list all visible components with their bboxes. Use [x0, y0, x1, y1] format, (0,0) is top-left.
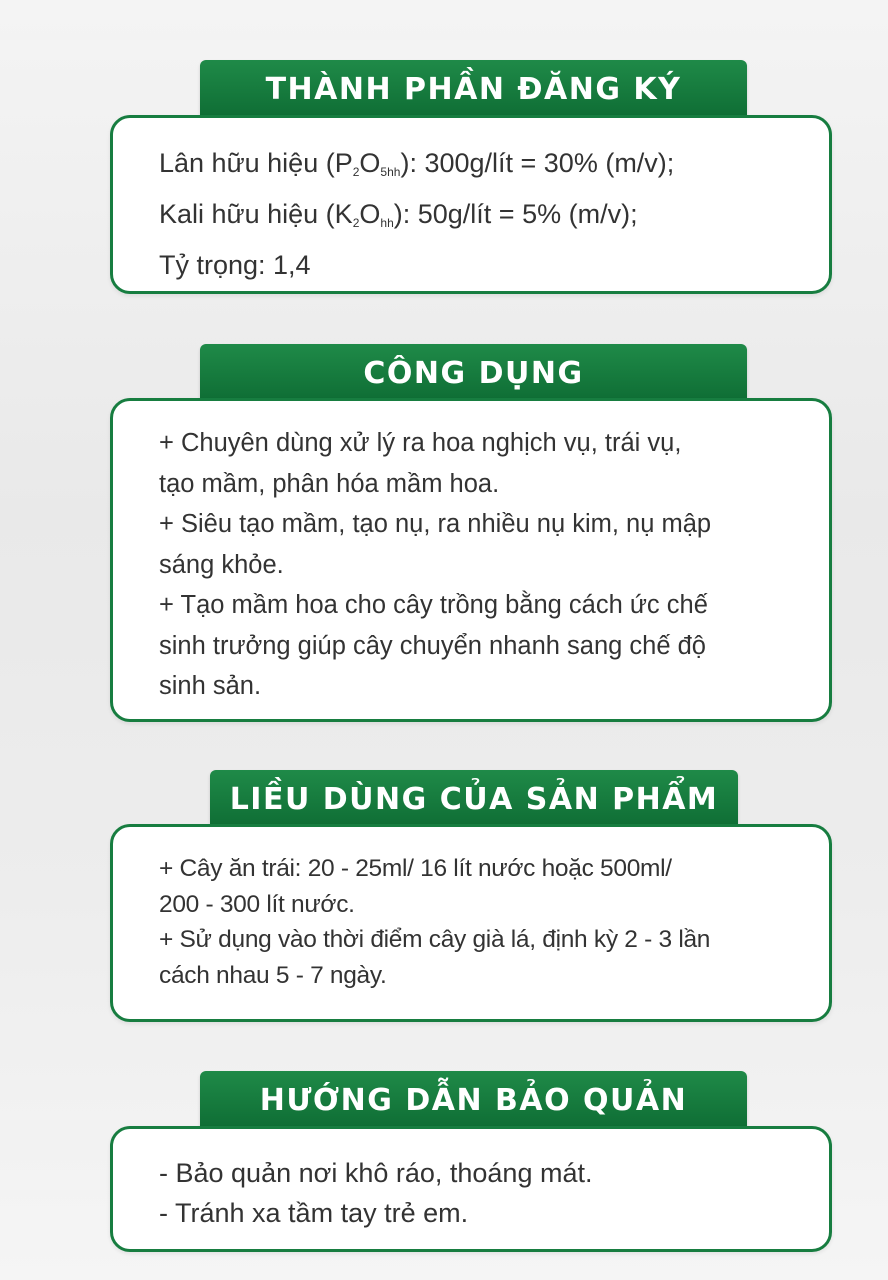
text-line: + Siêu tạo mầm, tạo nụ, ra nhiều nụ kim, nụ mập [159, 510, 712, 538]
uses-box [110, 398, 832, 722]
text-line: - Bảo quản nơi khô ráo, thoáng mát. [159, 1158, 593, 1188]
ingredient-line-phosphorus: Lân hữu hiệu $(P_2O_{5hh})$: 300g/lít = 30% (m/v); [159, 148, 675, 179]
text-line: tạo mầm, phân hóa mầm hoa. [159, 469, 500, 498]
text-line: + Tạo mầm hoa cho cây trồng bằng cách ức chế [159, 591, 708, 619]
text-line: - Tránh xa tầm tay trẻ em. [159, 1198, 469, 1228]
text-line: + Sử dụng vào thời điểm cây già lá, định kỳ 2 - 3 lần [159, 926, 711, 953]
text-line: 200 - 300 lít nước. [159, 890, 355, 918]
ingredient-line-density: Tỷ trọng: 1,4 [159, 250, 311, 280]
section-header: HƯỚNG DẪN BẢO QUẢN [200, 1071, 747, 1127]
storage-box [110, 1126, 832, 1252]
ingredients-box [110, 115, 832, 294]
section-header: CÔNG DỤNG [200, 344, 747, 400]
text-line: sinh sản. [159, 672, 262, 700]
text-line: sinh trưởng giúp cây chuyển nhanh sang chế độ [159, 631, 706, 660]
section-header: LIỀU DÙNG CỦA SẢN PHẨM [210, 770, 738, 826]
text-line: cách nhau 5 - 7 ngày. [159, 961, 387, 989]
text-line: sáng khỏe. [159, 550, 284, 579]
ingredient-line-potassium: Kali hữu hiệu $(K_2O_{hh})$: 50g/lít = 5% (m/v); [159, 199, 638, 230]
text-line: + Cây ăn trái: 20 - 25ml/ 16 lít nước hoặc 500ml/ [159, 855, 672, 882]
text-line: + Chuyên dùng xử lý ra hoa nghịch vụ, trái vụ, [159, 429, 682, 457]
dosage-box [110, 824, 832, 1022]
section-header: THÀNH PHẦN ĐĂNG KÝ [200, 60, 747, 116]
